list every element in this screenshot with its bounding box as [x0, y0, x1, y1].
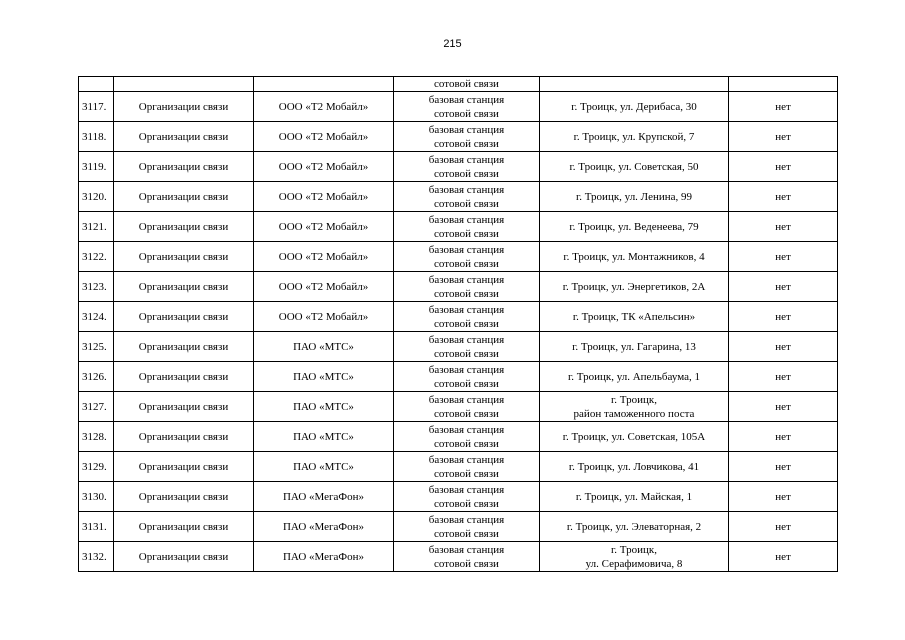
cell-address: [540, 212, 729, 242]
cell-owner: ООО «Т2 Мобайл»: [254, 182, 394, 212]
table-body: [79, 77, 838, 572]
table-row: [79, 272, 838, 302]
cell-status: нет: [729, 362, 838, 392]
cell-num: 3121.: [79, 212, 114, 242]
cell-owner: ПАО «МегаФон»: [254, 482, 394, 512]
cell-num: 3128.: [79, 422, 114, 452]
object-line-2: сотовой связи: [434, 197, 499, 210]
object-line-1: базовая станция: [428, 213, 505, 226]
cell-num: 3119.: [79, 152, 114, 182]
address-line-1: г. Троицк,: [611, 393, 657, 406]
cell-status: нет: [729, 452, 838, 482]
cell-address: [540, 452, 729, 482]
cell-category: Организации связи: [114, 182, 254, 212]
cell-object: [394, 422, 540, 452]
cell-category: Организации связи: [114, 332, 254, 362]
address-line-1: г. Троицк, ул. Монтажников, 4: [563, 250, 705, 263]
address-line-1: г. Троицк, ТК «Апельсин»: [572, 310, 696, 323]
table-row: [79, 212, 838, 242]
cell-owner: ПАО «МегаФон»: [254, 542, 394, 572]
cell-address: [540, 242, 729, 272]
cell-owner: ООО «Т2 Мобайл»: [254, 212, 394, 242]
cell-owner: ПАО «МТС»: [254, 422, 394, 452]
cell-status: нет: [729, 272, 838, 302]
table-row: [79, 362, 838, 392]
cell-owner: ООО «Т2 Мобайл»: [254, 302, 394, 332]
address-line-1: г. Троицк, ул. Крупской, 7: [573, 130, 695, 143]
cell-num: 3120.: [79, 182, 114, 212]
object-line-2: сотовой связи: [434, 317, 499, 330]
cell-address: [540, 152, 729, 182]
cell-object: [394, 212, 540, 242]
table-row: [79, 512, 838, 542]
cell-address: [540, 482, 729, 512]
cell-address: [540, 422, 729, 452]
cell-status: нет: [729, 152, 838, 182]
cell-category: Организации связи: [114, 122, 254, 152]
table-row: [79, 182, 838, 212]
object-line-2: сотовой связи: [434, 527, 499, 540]
cell-address: [540, 182, 729, 212]
cell-num: 3127.: [79, 392, 114, 422]
object-line-1: базовая станция: [428, 183, 505, 196]
cell-status: нет: [729, 512, 838, 542]
cell-category: Организации связи: [114, 482, 254, 512]
object-line-1: базовая станция: [428, 513, 505, 526]
cell-owner: ООО «Т2 Мобайл»: [254, 272, 394, 302]
cell-num: 3125.: [79, 332, 114, 362]
object-line-1: базовая станция: [428, 393, 505, 406]
table-row: [79, 152, 838, 182]
object-line-1: базовая станция: [428, 483, 505, 496]
cell-category: [114, 77, 254, 92]
cell-category: Организации связи: [114, 512, 254, 542]
cell-object: сотовой связи: [394, 77, 540, 92]
cell-status: нет: [729, 92, 838, 122]
cell-category: Организации связи: [114, 392, 254, 422]
cell-object: [394, 512, 540, 542]
cell-num: 3126.: [79, 362, 114, 392]
object-line-1: базовая станция: [428, 453, 505, 466]
cell-object: [394, 392, 540, 422]
cell-status: нет: [729, 212, 838, 242]
object-line-1: базовая станция: [428, 423, 505, 436]
cell-status: нет: [729, 182, 838, 212]
cell-object: [394, 332, 540, 362]
address-line-2: район таможенного поста: [573, 407, 695, 420]
cell-object: [394, 92, 540, 122]
cell-status: [729, 77, 838, 92]
cell-category: Организации связи: [114, 422, 254, 452]
cell-status: нет: [729, 422, 838, 452]
cell-num: 3117.: [79, 92, 114, 122]
cell-num: 3122.: [79, 242, 114, 272]
cell-address: [540, 272, 729, 302]
address-line-2: ул. Серафимовича, 8: [585, 557, 683, 570]
cell-owner: ПАО «МТС»: [254, 392, 394, 422]
object-line-2: сотовой связи: [434, 407, 499, 420]
object-line-1: базовая станция: [428, 123, 505, 136]
cell-object: [394, 542, 540, 572]
object-line-2: сотовой связи: [434, 347, 499, 360]
object-line-2: сотовой связи: [434, 377, 499, 390]
cell-num: 3123.: [79, 272, 114, 302]
address-line-1: г. Троицк, ул. Майская, 1: [575, 490, 693, 503]
cell-address: [540, 512, 729, 542]
object-line-2: сотовой связи: [434, 137, 499, 150]
cell-owner: ПАО «МТС»: [254, 332, 394, 362]
table-row: [79, 302, 838, 332]
cell-status: нет: [729, 122, 838, 152]
page-number: 215: [443, 38, 462, 50]
cell-address: [540, 542, 729, 572]
address-line-1: г. Троицк, ул. Гагарина, 13: [572, 340, 696, 353]
object-line-2: сотовой связи: [434, 437, 499, 450]
cell-status: нет: [729, 392, 838, 422]
registry-table: [78, 76, 838, 572]
address-line-1: г. Троицк, ул. Веденеева, 79: [569, 220, 699, 233]
cell-owner: ПАО «МТС»: [254, 362, 394, 392]
object-line-2: сотовой связи: [434, 557, 499, 570]
cell-address: [540, 362, 729, 392]
address-line-1: г. Троицк, ул. Советская, 105А: [562, 430, 706, 443]
cell-category: Организации связи: [114, 242, 254, 272]
cell-object: [394, 362, 540, 392]
object-line-2: сотовой связи: [434, 497, 499, 510]
object-line-1: базовая станция: [428, 543, 505, 556]
cell-status: нет: [729, 302, 838, 332]
table-row: [79, 242, 838, 272]
cell-object: [394, 482, 540, 512]
cell-category: Организации связи: [114, 212, 254, 242]
cell-num: 3131.: [79, 512, 114, 542]
object-line-1: базовая станция: [428, 333, 505, 346]
cell-num: 3132.: [79, 542, 114, 572]
table-row: [79, 422, 838, 452]
cell-object: [394, 122, 540, 152]
cell-owner: ООО «Т2 Мобайл»: [254, 122, 394, 152]
cell-num: 3118.: [79, 122, 114, 152]
address-line-1: г. Троицк, ул. Дерибаса, 30: [571, 100, 697, 113]
cell-object: [394, 272, 540, 302]
table-row: [79, 122, 838, 152]
object-line-1: базовая станция: [428, 303, 505, 316]
object-line-2: сотовой связи: [434, 287, 499, 300]
table-row-continuation: [79, 77, 838, 92]
table-row: [79, 482, 838, 512]
cell-category: Организации связи: [114, 542, 254, 572]
table-row: [79, 452, 838, 482]
cell-owner: ПАО «МТС»: [254, 452, 394, 482]
object-line-2: сотовой связи: [434, 257, 499, 270]
cell-category: Организации связи: [114, 302, 254, 332]
cell-category: Организации связи: [114, 152, 254, 182]
cell-category: Организации связи: [114, 272, 254, 302]
cell-status: нет: [729, 242, 838, 272]
cell-address: [540, 302, 729, 332]
cell-num: 3124.: [79, 302, 114, 332]
cell-address: [540, 392, 729, 422]
cell-category: Организации связи: [114, 362, 254, 392]
address-line-1: г. Троицк,: [611, 543, 657, 556]
address-line-1: г. Троицк, ул. Ловчикова, 41: [568, 460, 700, 473]
table-row: [79, 392, 838, 422]
cell-category: Организации связи: [114, 452, 254, 482]
cell-category: Организации связи: [114, 92, 254, 122]
address-line-1: г. Троицк, ул. Элеваторная, 2: [566, 520, 702, 533]
cell-object: [394, 452, 540, 482]
cell-object: [394, 152, 540, 182]
cell-object: [394, 182, 540, 212]
table-row: [79, 542, 838, 572]
address-line-1: г. Троицк, ул. Ленина, 99: [575, 190, 692, 203]
object-line-1: базовая станция: [428, 93, 505, 106]
object-line-2: сотовой связи: [434, 167, 499, 180]
object-line-2: сотовой связи: [434, 107, 499, 120]
object-line-1: базовая станция: [428, 243, 505, 256]
cell-num: 3130.: [79, 482, 114, 512]
cell-status: нет: [729, 482, 838, 512]
address-line-1: г. Троицк, ул. Апельбаума, 1: [568, 370, 700, 383]
cell-address: [540, 122, 729, 152]
cell-status: нет: [729, 332, 838, 362]
cell-address: [540, 92, 729, 122]
cell-num: [79, 77, 114, 92]
cell-owner: [254, 77, 394, 92]
cell-status: нет: [729, 542, 838, 572]
cell-object: [394, 302, 540, 332]
object-line-2: сотовой связи: [434, 227, 499, 240]
address-line-1: г. Троицк, ул. Энергетиков, 2А: [562, 280, 706, 293]
cell-num: 3129.: [79, 452, 114, 482]
object-line-2: сотовой связи: [434, 467, 499, 480]
table-row: [79, 92, 838, 122]
object-line-1: базовая станция: [428, 363, 505, 376]
cell-address: [540, 332, 729, 362]
cell-owner: ПАО «МегаФон»: [254, 512, 394, 542]
object-line-1: базовая станция: [428, 153, 505, 166]
cell-owner: ООО «Т2 Мобайл»: [254, 92, 394, 122]
cell-object: [394, 242, 540, 272]
address-line-1: г. Троицк, ул. Советская, 50: [569, 160, 699, 173]
cell-owner: ООО «Т2 Мобайл»: [254, 152, 394, 182]
object-line-1: базовая станция: [428, 273, 505, 286]
cell-owner: ООО «Т2 Мобайл»: [254, 242, 394, 272]
cell-address: [540, 77, 729, 92]
table-row: [79, 332, 838, 362]
